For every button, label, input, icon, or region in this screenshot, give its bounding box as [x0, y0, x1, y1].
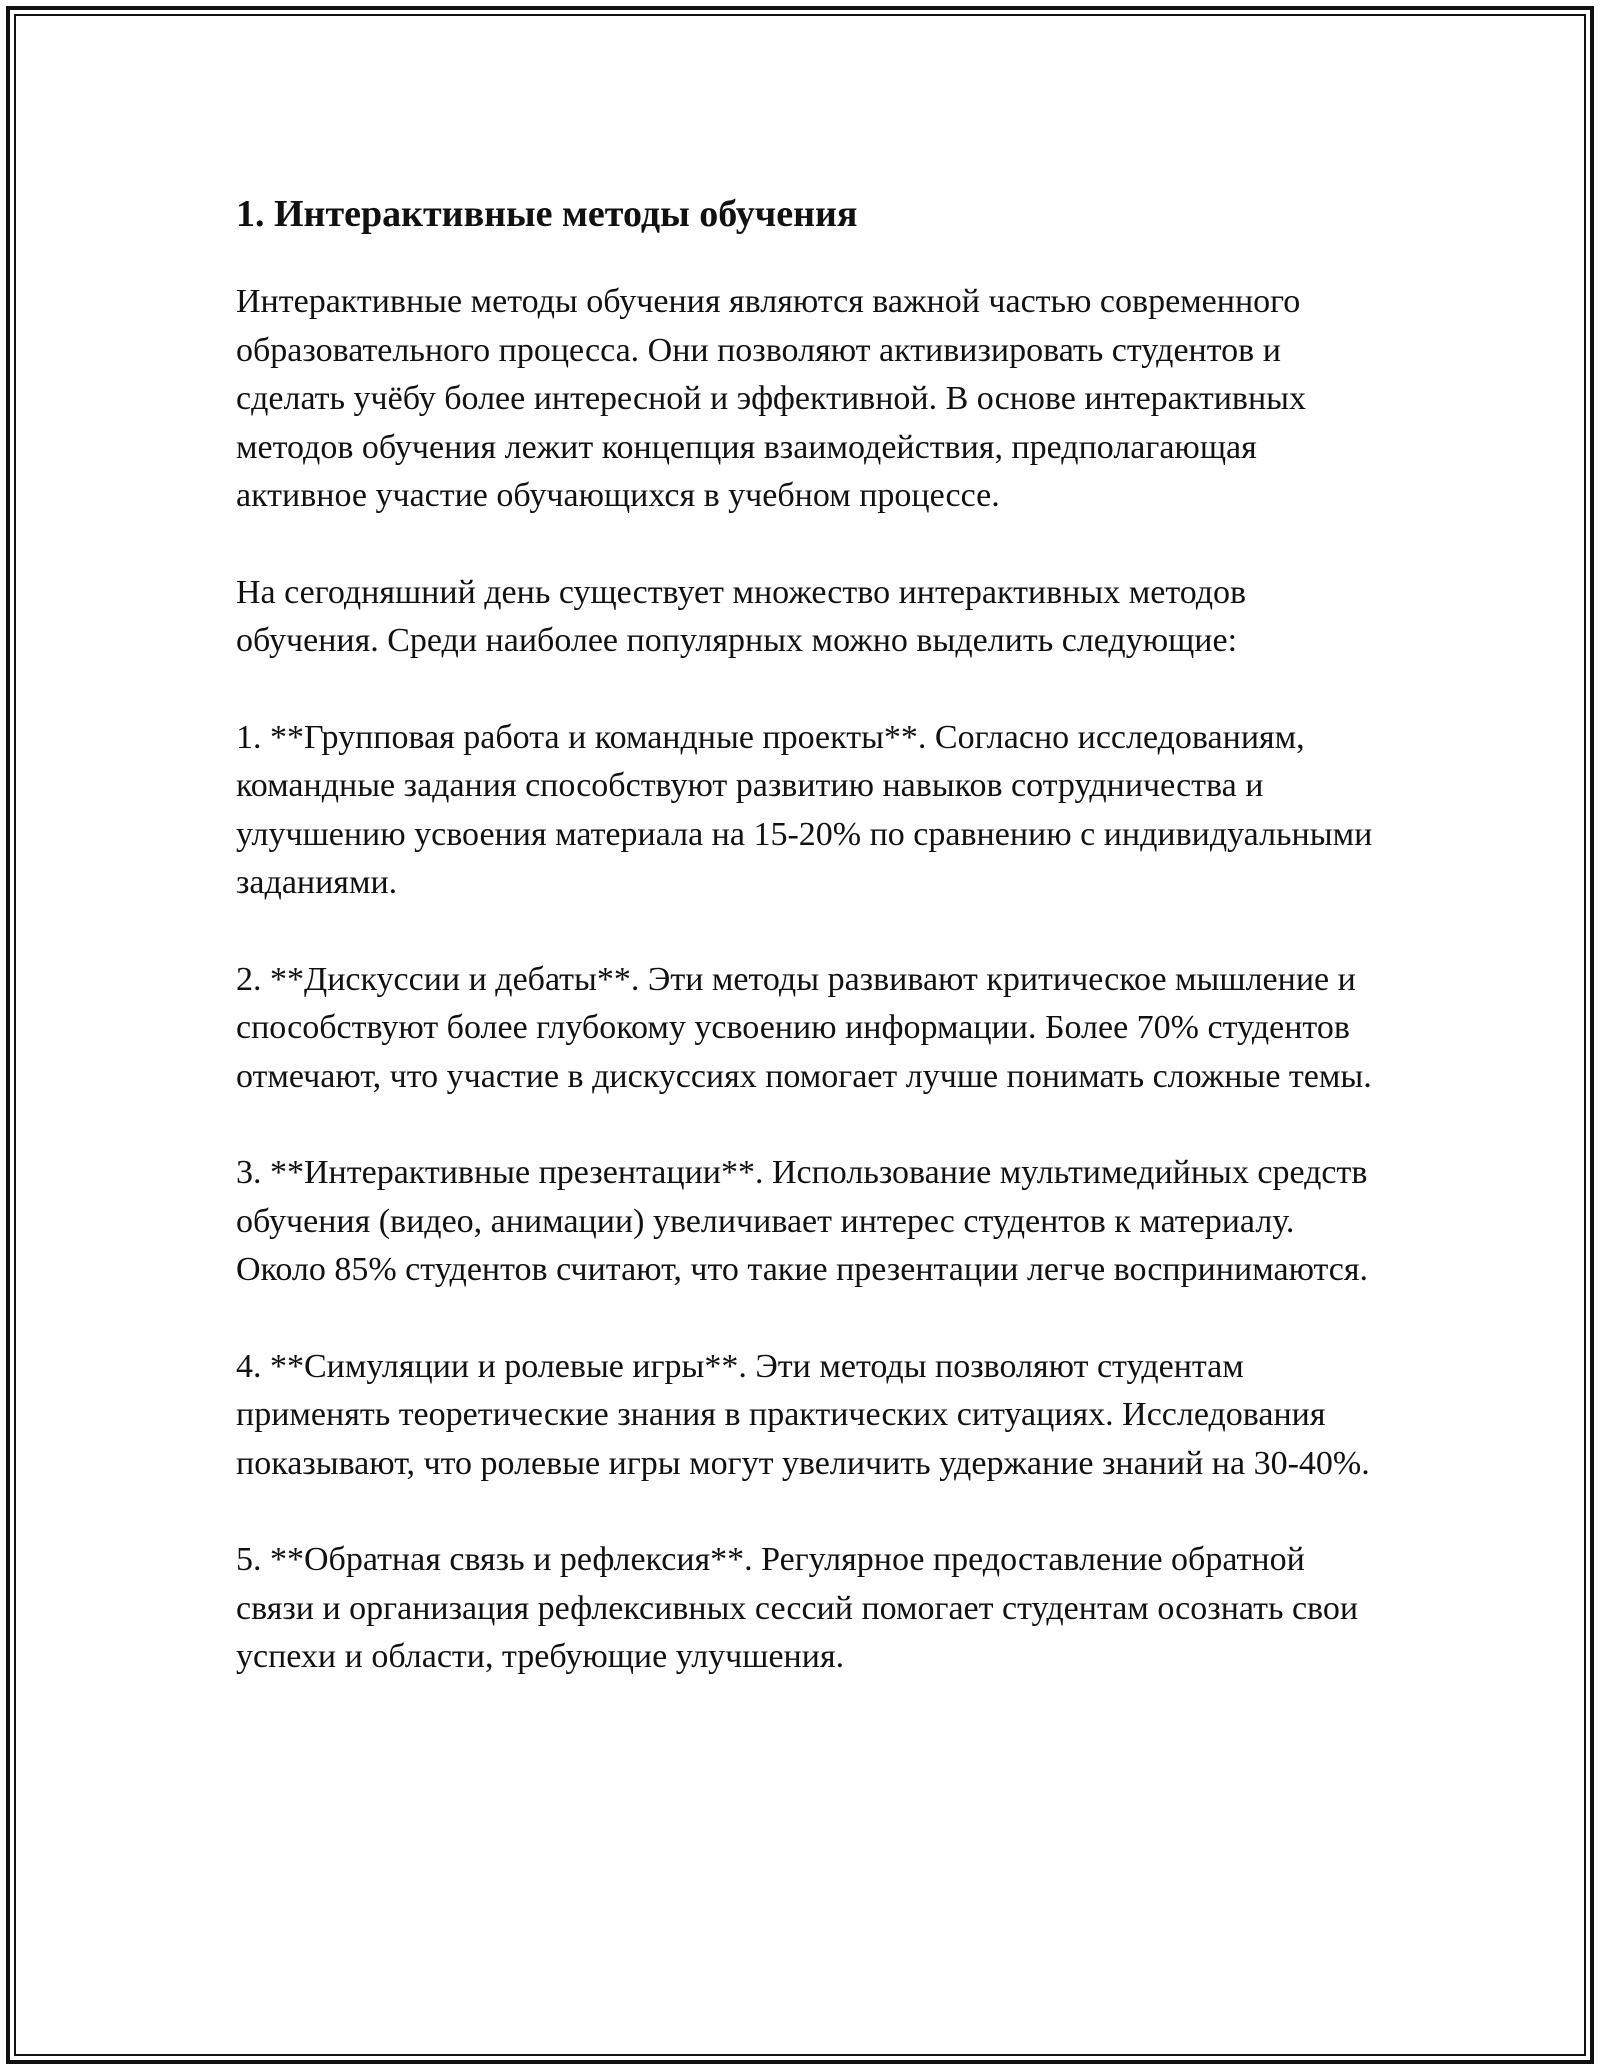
method-item-discussions: 2. **Дискуссии и дебаты**. Эти методы развивают критическое мышление и способствуют более глубокому усвоению информации. Более 70% студентов отмечают, что участие в дискуссиях помогает лучше понимать сложные темы.	[236, 960, 1372, 1095]
method-item-group-work: 1. **Групповая работа и командные проекты**. Согласно исследованиям, командные задания способствуют развитию навыков сотрудничества и улучшению усвоения материала на 15-20% по сравнению с индивидуальными заданиями.	[236, 718, 1373, 901]
section-heading: 1. Интерактивные методы обучения	[236, 193, 858, 235]
methods-intro-paragraph: На сегодняшний день существует множество интерактивных методов обучения. Среди наиболее популярных можно выделить следующие:	[236, 573, 1247, 659]
document-body	[236, 186, 1386, 1730]
intro-paragraph: Интерактивные методы обучения являются важной частью современного образовательного процесса. Они позволяют активизировать студентов и сделать учёбу более интересной и эффективной. В основе интерактивных методов обучения лежит концепция взаимодействия, предполагающая активное участие обучающихся в учебном процессе.	[236, 283, 1306, 514]
method-item-presentations: 3. **Интерактивные презентации**. Использование мультимедийных средств обучения (видео, анимации) увеличивает интерес студентов к материалу. Около 85% студентов считают, что такие презентации легче воспринимаются.	[236, 1154, 1369, 1288]
method-item-feedback: 5. **Обратная связь и рефлексия**. Регулярное предоставление обратной связи и организация рефлексивных сессий помогает студентам осознать свои успехи и области, требующие улучшения.	[236, 1541, 1359, 1675]
method-item-simulations: 4. **Симуляции и ролевые игры**. Эти методы позволяют студентам применять теоретические знания в практических ситуациях. Исследования показывают, что ролевые игры могут увеличить удержание знаний на 30-40%.	[236, 1347, 1370, 1482]
